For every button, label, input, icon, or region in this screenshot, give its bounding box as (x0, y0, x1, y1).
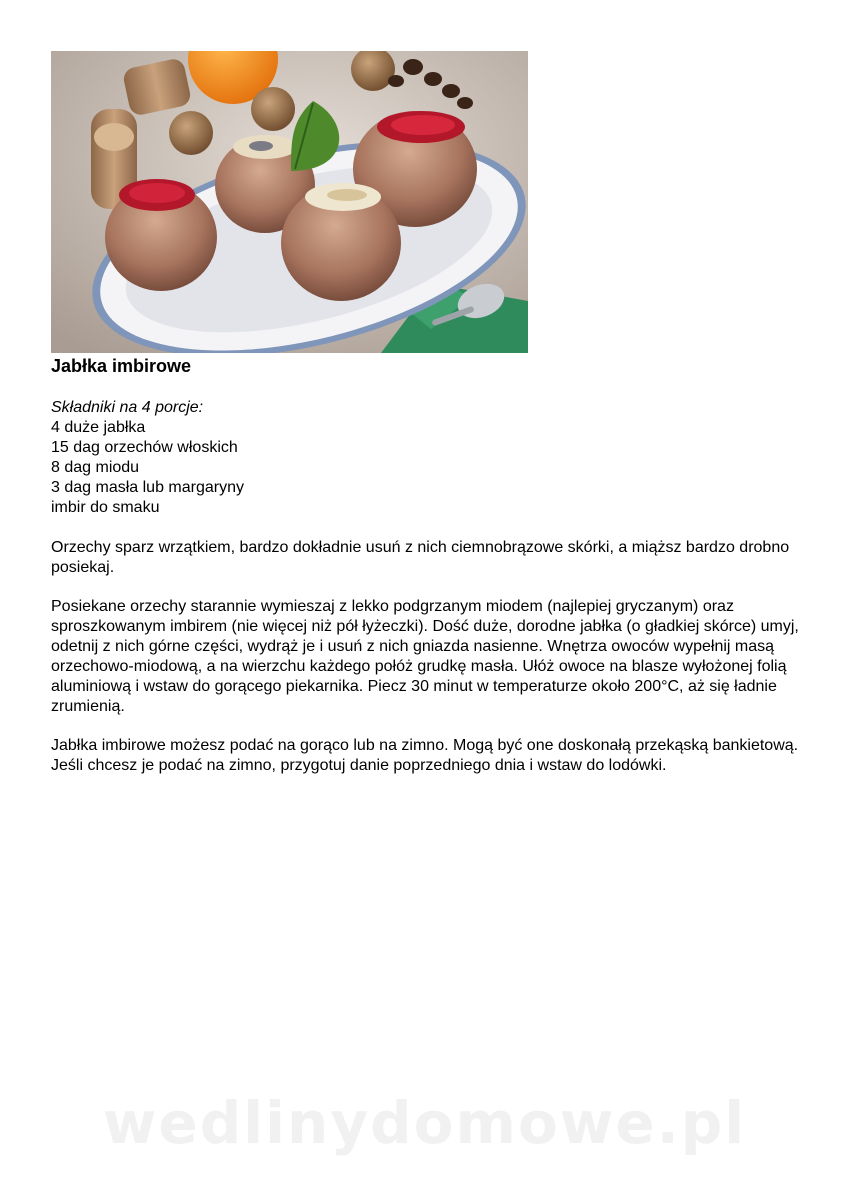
ingredients-list (51, 418, 244, 518)
ingredient-item: 4 duże jabłka (51, 419, 146, 436)
ingredients-section (51, 398, 244, 518)
walnut (169, 111, 213, 155)
ingredient-item: 8 dag miodu (51, 459, 140, 476)
baked-apples-illustration (51, 51, 528, 353)
walnut (251, 87, 295, 131)
instructions-paragraph: Orzechy sparz wrzątkiem, bardzo dokładnie usuń z nich ciemnobrązowe skórki, a miąższ bardzo drobno posiekaj. (51, 539, 790, 576)
recipe-title: Jabłka imbirowe (51, 356, 192, 376)
serving-paragraph: Jabłka imbirowe możesz podać na gorąco lub na zimno. Mogą być one doskonałą przekąską bankietową. Jeśli chcesz je podać na zimno, przygotuj danie poprzedniego dnia i wstaw do lodówki. (51, 737, 799, 774)
ingredient-item: imbir do smaku (51, 499, 160, 516)
recipe-photo (51, 51, 528, 353)
watermark: wedlinydomowe.pl (102, 1089, 747, 1157)
ingredients-heading: Składniki na 4 porcje: (51, 399, 204, 416)
ingredient-item: 3 dag masła lub margaryny (51, 479, 244, 496)
ingredient-item: 15 dag orzechów włoskich (51, 439, 238, 456)
instructions-paragraph: Posiekane orzechy starannie wymieszaj z lekko podgrzanym miodem (najlepiej gryczanym) oraz sproszkowanym imbirem (nie więcej niż pół łyżeczki). Dość duże, dorodne jabłka (o gładkiej skórce) umyj, odetnij z nich górne części, wydrąż je i usuń z nich gniazda nasienne. Wnętrza owoców wypełnij masą orzechowo-miodową, a na wierzchu każdego połóż grudkę masła. Ułóż owoce na blasze wyłożonej folią aluminiową i wstaw do gorącego piekarnika. Piecz 30 minut w temperaturze około 200°C, aż się ładnie zrumienią. (51, 598, 799, 715)
